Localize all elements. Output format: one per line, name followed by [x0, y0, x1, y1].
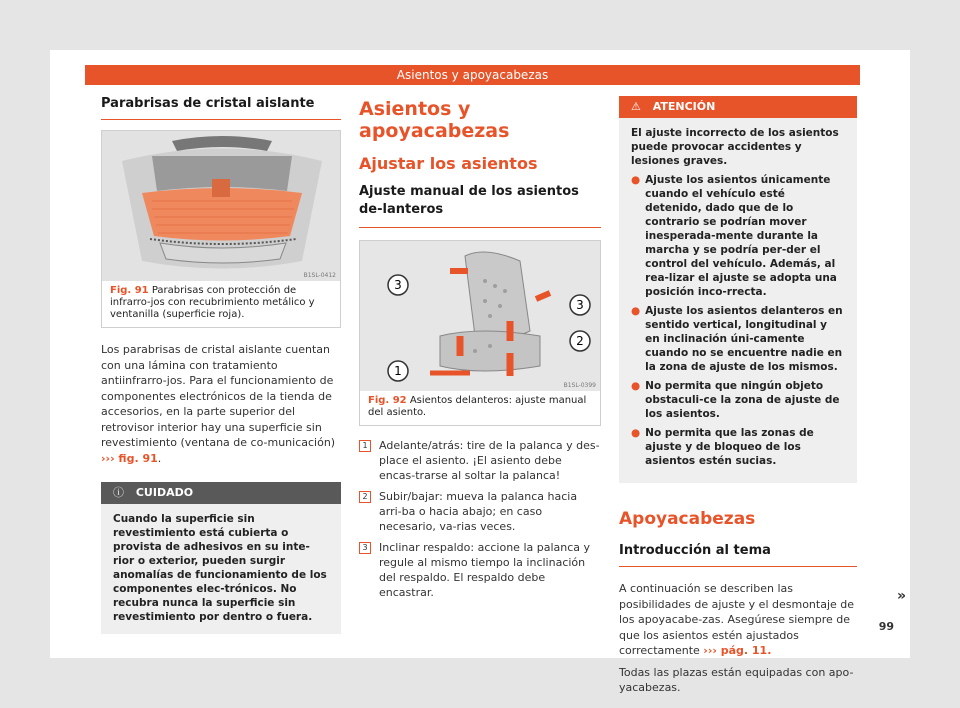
bullet-text: No permita que ningún objeto obstaculi-ce la zona de ajuste de los asientos. [645, 380, 840, 420]
body-paragraph-2: Todas las plazas están equipadas con apo-yacabezas. [619, 665, 854, 694]
figure-91 [101, 130, 341, 328]
bullet-text: Ajuste los asientos únicamente cuando el vehículo esté detenido, dado que de lo contrario se podrían mover inesperada-mente durante la marcha y se podría per-der el control del vehículo. Además, al rea-lizar el ajuste se adopta una posición inco-rrecta. [645, 174, 837, 298]
figure-code: B1SL-0412 [303, 272, 336, 279]
list-item [359, 540, 601, 600]
info-icon: ⓘ [113, 486, 124, 499]
caution-text: Cuando la superficie sin revestimiento está cubierta o provista de adhesivos en su inte-rior o exterior, pueden surgir anomalías de funcionamiento de los componentes elec-trónicos. No recubra nunca la superficie sin revestimiento por dentro o fuera. [113, 513, 327, 623]
svg-text:3: 3 [576, 298, 584, 312]
warning-body [619, 118, 857, 483]
windshield-illustration [102, 131, 340, 281]
callout-1 [388, 361, 408, 381]
caution-header [101, 482, 341, 504]
svg-text:1: 1 [394, 364, 402, 378]
figure-caption [102, 281, 340, 321]
section-title: Introducción al tema [619, 543, 857, 567]
warning-title: ATENCIÓN [652, 100, 716, 113]
page-number: 99 [878, 620, 894, 633]
chapter-title: Apoyacabezas [619, 509, 756, 529]
continued-marker: » [896, 588, 906, 604]
warning-box [619, 96, 857, 483]
list-item: ● No permita que ningún objeto obstaculi-ce la zona de ajuste de los asientos. [631, 379, 845, 421]
list-item: ● Ajuste los asientos únicamente cuando el vehículo esté detenido, dado que de lo contrario se podrían mover inesperada-mente durante la marcha y se podría per-der el control del vehículo. Además, al rea-lizar el ajuste se adopta una posición inco-rrecta. [631, 173, 845, 299]
step-number: 3 [359, 542, 371, 554]
figure-caption-text: Asientos delanteros: ajuste manual del asiento. [368, 395, 587, 418]
chapter-title: Asientos y apoyacabezas [359, 98, 510, 142]
list-item [359, 438, 601, 483]
figure-label: Fig. 92 [368, 395, 407, 406]
section-title: Parabrisas de cristal aislante [101, 96, 341, 120]
figure-92 [359, 240, 601, 426]
callout-3-right [570, 295, 590, 315]
column-2 [359, 96, 601, 606]
column-3 [619, 96, 857, 696]
callout-2 [570, 331, 590, 351]
steps-list [359, 438, 601, 600]
running-header: Asientos y apoyacabezas [85, 65, 860, 85]
svg-text:2: 2 [576, 334, 584, 348]
figure-caption [360, 391, 600, 419]
warning-header [619, 96, 857, 118]
step-text: Inclinar respaldo: accione la palanca y regule al mismo tiempo la inclinación del respaldo. El respaldo debe encastrar. [379, 541, 591, 599]
body-text: A continuación se describen las posibilidades de ajuste y el desmontaje de los apoyacabe-zas. Asegúrese siempre de que los asientos estén ajustados correctamente [619, 582, 855, 657]
step-number: 1 [359, 440, 371, 452]
step-text: Adelante/atrás: tire de la palanca y des-place el asiento. ¡El asiento debe encas-trarse al soltar la palanca! [379, 439, 600, 482]
callout-layer [360, 241, 600, 391]
subchapter-title: Ajustar los asientos [359, 154, 538, 173]
seat-illustration [360, 241, 600, 391]
list-item: ● No permita que las zonas de ajuste y de bloqueo de los asientos estén sucias. [631, 426, 845, 468]
figure-link[interactable]: ››› fig. 91 [101, 451, 158, 465]
bullet-text: No permita que las zonas de ajuste y de bloqueo de los asientos estén sucias. [645, 427, 814, 467]
step-number: 2 [359, 491, 371, 503]
callout-3-top [388, 275, 408, 295]
step-text: Subir/bajar: mueva la palanca hacia arri-ba o hacia abajo; en caso necesario, va-rias veces. [379, 490, 578, 533]
svg-text:3: 3 [394, 278, 402, 292]
figure-caption-text: Parabrisas con protección de infrarro-jos con recubrimiento metálico y ventanilla (superficie roja). [110, 285, 315, 320]
page-link[interactable]: ››› pág. 11. [703, 644, 772, 657]
column-1 [101, 96, 341, 634]
caution-title: CUIDADO [135, 486, 194, 499]
section-title: Ajuste manual de los asientos de-lanteros [359, 183, 601, 228]
body-paragraph [619, 581, 857, 659]
warning-icon: ⚠ [631, 100, 641, 113]
figure-label: Fig. 91 [110, 285, 149, 296]
body-paragraph: Los parabrisas de cristal aislante cuentan con una lámina con tratamiento antiinfrarro-jos. Para el funcionamiento de componentes electrónicos de la tienda de accesorios, en la parte superior del retrovisor interior hay una superficie sin revestimiento (ventana de co-municación) ››› fig. 91. [101, 343, 336, 465]
figure-code: B1SL-0399 [563, 382, 596, 389]
bullet-text: Ajuste los asientos delanteros en sentido vertical, longitudinal y en inclinación úni-camente cuando no se encuentre nadie en la zona de ajuste de los mismos. [645, 305, 843, 373]
list-item [359, 489, 601, 534]
list-item: ● Ajuste los asientos delanteros en sentido vertical, longitudinal y en inclinación úni-camente cuando no se encuentre nadie en la zona de ajuste de los mismos. [631, 304, 845, 374]
caution-box [101, 482, 341, 634]
warning-intro: El ajuste incorrecto de los asientos puede provocar accidentes y lesiones graves. [631, 127, 839, 167]
body-text: Los parabrisas de cristal aislante cuentan con una lámina con tratamiento antiinfrarro-jos. Para el funcionamiento de componentes electrónicos de la tienda de accesorios, en la parte superior del retrovisor interior hay una superficie sin revestimiento (ventana de co-municación) [101, 343, 336, 449]
